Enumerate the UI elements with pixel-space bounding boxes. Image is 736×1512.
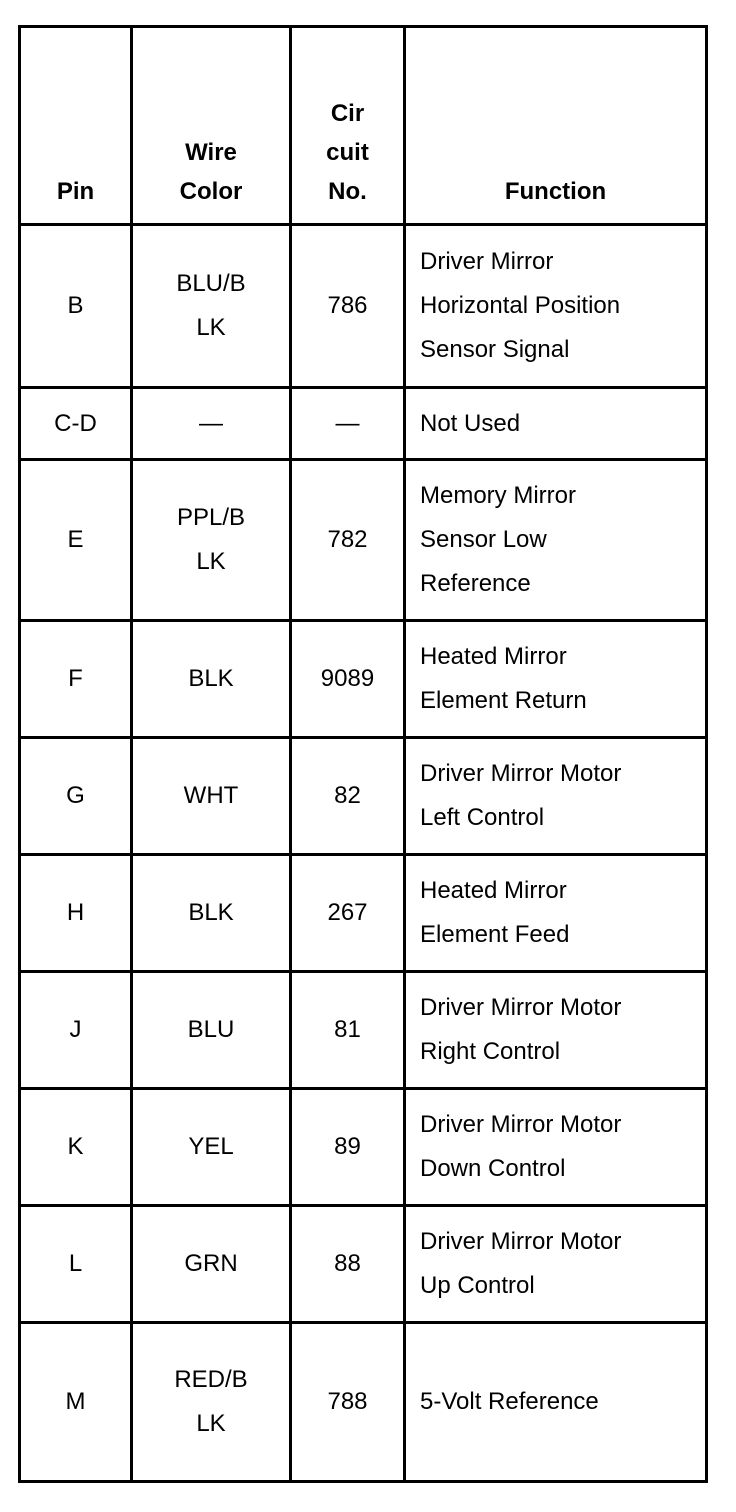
header-function: Function — [405, 27, 707, 225]
table-row — [20, 388, 707, 460]
header-pin: Pin — [20, 27, 132, 225]
function-cell: 5-Volt Reference — [405, 1323, 707, 1482]
circuit-cell: 88 — [291, 1206, 405, 1323]
wire-color-cell: YEL — [132, 1089, 291, 1206]
wire-color-cell: WHT — [132, 738, 291, 855]
function-cell: Heated Mirror Element Return — [405, 621, 707, 738]
function-cell: Driver Mirror Motor Up Control — [405, 1206, 707, 1323]
pin-cell: C-D — [20, 388, 132, 460]
table-row — [20, 738, 707, 855]
function-cell: Driver Mirror Motor Right Control — [405, 972, 707, 1089]
pin-cell: M — [20, 1323, 132, 1482]
pin-cell: E — [20, 460, 132, 621]
table-row — [20, 1206, 707, 1323]
circuit-cell: 786 — [291, 225, 405, 388]
table-row — [20, 855, 707, 972]
circuit-cell: 9089 — [291, 621, 405, 738]
wire-color-cell: GRN — [132, 1206, 291, 1323]
wire-color-cell: BLU/B LK — [132, 225, 291, 388]
pin-cell: J — [20, 972, 132, 1089]
table-row — [20, 225, 707, 388]
pin-cell: G — [20, 738, 132, 855]
circuit-cell: 89 — [291, 1089, 405, 1206]
wire-color-cell: BLK — [132, 855, 291, 972]
header-wire-color: Wire Color — [132, 27, 291, 225]
wire-color-cell: BLU — [132, 972, 291, 1089]
table-row — [20, 621, 707, 738]
header-circuit-number: Cir cuit No. — [291, 27, 405, 225]
circuit-cell: — — [291, 388, 405, 460]
wire-color-cell: RED/B LK — [132, 1323, 291, 1482]
wire-color-cell: — — [132, 388, 291, 460]
function-cell: Heated Mirror Element Feed — [405, 855, 707, 972]
pin-cell: K — [20, 1089, 132, 1206]
table-row — [20, 972, 707, 1089]
pin-cell: H — [20, 855, 132, 972]
circuit-cell: 81 — [291, 972, 405, 1089]
pin-cell: F — [20, 621, 132, 738]
table-header-row — [20, 27, 707, 225]
function-cell: Driver Mirror Horizontal Position Sensor Signal — [405, 225, 707, 388]
circuit-cell: 267 — [291, 855, 405, 972]
circuit-cell: 788 — [291, 1323, 405, 1482]
wire-color-cell: PPL/B LK — [132, 460, 291, 621]
table-row — [20, 1323, 707, 1482]
function-cell: Memory Mirror Sensor Low Reference — [405, 460, 707, 621]
function-cell: Driver Mirror Motor Left Control — [405, 738, 707, 855]
function-cell: Driver Mirror Motor Down Control — [405, 1089, 707, 1206]
table-row — [20, 460, 707, 621]
circuit-cell: 82 — [291, 738, 405, 855]
wire-color-cell: BLK — [132, 621, 291, 738]
pin-cell: L — [20, 1206, 132, 1323]
circuit-cell: 782 — [291, 460, 405, 621]
connector-pinout-table — [18, 25, 708, 1483]
table-row — [20, 1089, 707, 1206]
function-cell: Not Used — [405, 388, 707, 460]
pin-cell: B — [20, 225, 132, 388]
